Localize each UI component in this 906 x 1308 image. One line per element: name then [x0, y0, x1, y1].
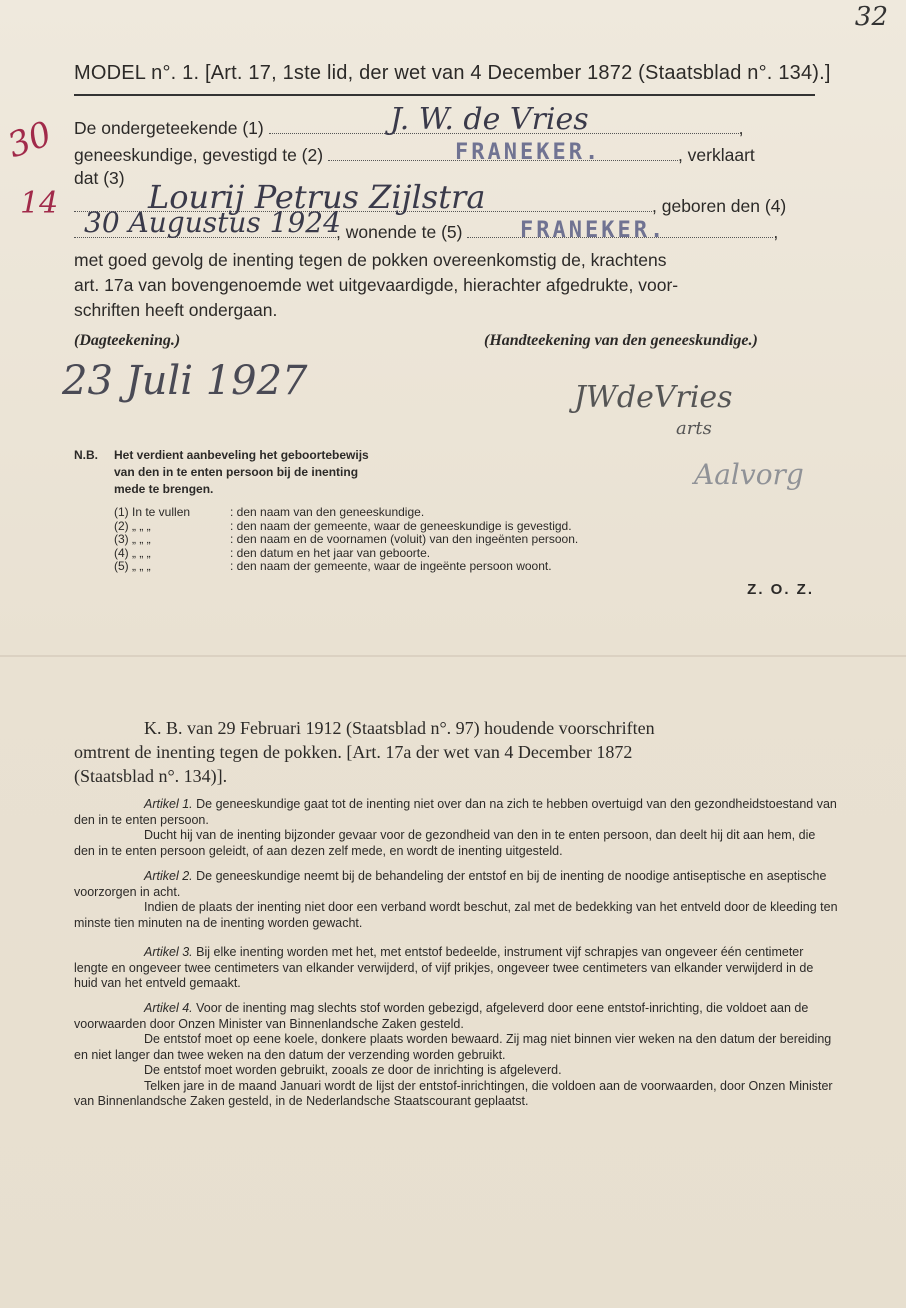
nb-line: mede te brengen.: [114, 482, 214, 496]
living-label: , wonende te (5): [336, 222, 463, 242]
note-row: (3) „ „ „ : den naam en de voornamen (voluit) van den ingeënten persoon.: [114, 532, 579, 546]
stamp-franeker-2: FRANEKER.: [520, 218, 667, 243]
undersigned-label: De ondergeteekende (1): [74, 118, 264, 138]
fill-notes: [114, 506, 578, 574]
nb-line: Het verdient aanbeveling het geboortebewijs: [114, 448, 369, 462]
article-2: Artikel 2. De geneeskundige neemt bij de behandeling der entstof en bij de inenting de noodige antiseptische en aseptische voorzorgen in acht. Indien de plaats der inenting niet door een verband wordt beschut, zal met de bedekking van het entveld door de kleeding ten minste tien minuten na de inenting worden gewacht.: [74, 869, 838, 930]
nb-text: [114, 447, 369, 498]
note-row: (1) In te vullen : den naam van den geneeskundige.: [114, 505, 425, 519]
article-4: Artikel 4. Voor de inenting mag slechts stof worden gebezigd, afgeleverd door eene entstof-inrichting, die voldoet aan de voorwaarden door Onzen Minister van Binnenlandsche Zaken gesteld. De entstof moet op eene koele, donkere plaats worden bewaard. Zij mag niet binnen vier weken na den datum der bereiding en niet langer dan twee weken na den datum der verzending worden gebruikt. De entstof moet worden gebruikt, zooals ze door de inrichting is afgeleverd. Telken jare in de maand Januari wordt de lijst der entstof-inrichtingen, die voldoen aan de voorwaarden, door Onzen Minister van Binnenlandsche Zaken gesteld, in de Nederlandsche Staatscourant geplaatst.: [74, 1001, 833, 1108]
nb-label: N.B.: [74, 448, 98, 462]
established-label: geneeskundige, gevestigd te (2): [74, 145, 324, 165]
note-row: (4) „ „ „ : den datum en het jaar van geboorte.: [114, 545, 431, 560]
note-row: (2) „ „ „ : den naam der gemeente, waar de geneeskundige is gevestigd.: [114, 518, 572, 533]
header-rule: [74, 94, 815, 96]
zoz-marker: Z. O. Z.: [747, 581, 814, 598]
form-body-3: schriften heeft ondergaan.: [74, 300, 278, 320]
born-label: , geboren den (4): [652, 196, 787, 216]
form-body-2: art. 17a van bovengenoemde wet uitgevaardigde, hierachter afgedrukte, voor-: [74, 275, 679, 295]
signature: JWdeVries: [574, 380, 733, 415]
margin-note: 30: [2, 113, 57, 167]
birth-date-handwritten: 30 Augustus 1924: [84, 206, 341, 239]
page-fold: [0, 655, 906, 657]
nb-line: van den in te enten persoon bij de inenting: [114, 465, 359, 479]
patient-name-handwritten: Lourij Petrus Zijlstra: [148, 178, 486, 216]
form-line-5: , wonende te (5) ,: [74, 222, 815, 243]
article-1: Artikel 1. De geneeskundige gaat tot de inenting niet over dan na zich te hebben overtuigd van den gezondheidstoestand van den in te enten persoon. Ducht hij van de inenting bijzonder gevaar voor de gezondheid van den in te enten persoon, dan deelt hij dit aan hem, die den in te enten persoon geleidt, of aan dezen zelf mede, en wordt de inenting uitgesteld.: [74, 797, 837, 858]
kb-heading: K. B. van 29 Februari 1912 (Staatsblad n°. 97) houdende voorschriften omtrent de inenting tegen de pokken. [Art. 17a der wet van 4 December 1872 (Staatsblad n°. 134)].: [74, 718, 655, 786]
that-label: dat (3): [74, 168, 125, 188]
date-handwritten: 23 Juli 1927: [62, 358, 308, 404]
signature-label: (Handteekening van den geneeskundige.): [484, 332, 758, 349]
signature-second: Aalvorg: [694, 458, 804, 491]
corner-number: 32: [854, 2, 888, 32]
form-line-2: [74, 145, 815, 166]
note-row: (5) „ „ „ : den naam der gemeente, waar de ingeënte persoon woont.: [114, 559, 552, 573]
model-title: MODEL n°. 1. [Art. 17, 1ste lid, der wet van 4 December 1872 (Staatsblad n°. 134).]: [74, 62, 831, 84]
article-3: Artikel 3. Bij elke inenting worden met het, met entstof bedeelde, instrument vijf schrapjes van ongeveer één centimeter lengte en ongeveer twee centimeters van elkander verwijderd, of vijf prikjes, ongeveer twee centimeters van elkander verwijderd in de huid van het entveld gemaakt.: [74, 945, 814, 990]
signature-title: arts: [676, 418, 712, 439]
doctor-name-handwritten: J. W. de Vries: [390, 102, 589, 137]
form-line-1: De ondergeteekende (1) ,: [74, 118, 744, 138]
form-body-1: met goed gevolg de inenting tegen de pokken overeenkomstig de, krachtens: [74, 250, 667, 270]
date-label: (Dagteekening.): [74, 332, 181, 349]
declares-label: , verklaart: [677, 145, 755, 165]
stamp-franeker-1: FRANEKER.: [455, 140, 602, 165]
margin-note-2: 14: [20, 186, 59, 221]
